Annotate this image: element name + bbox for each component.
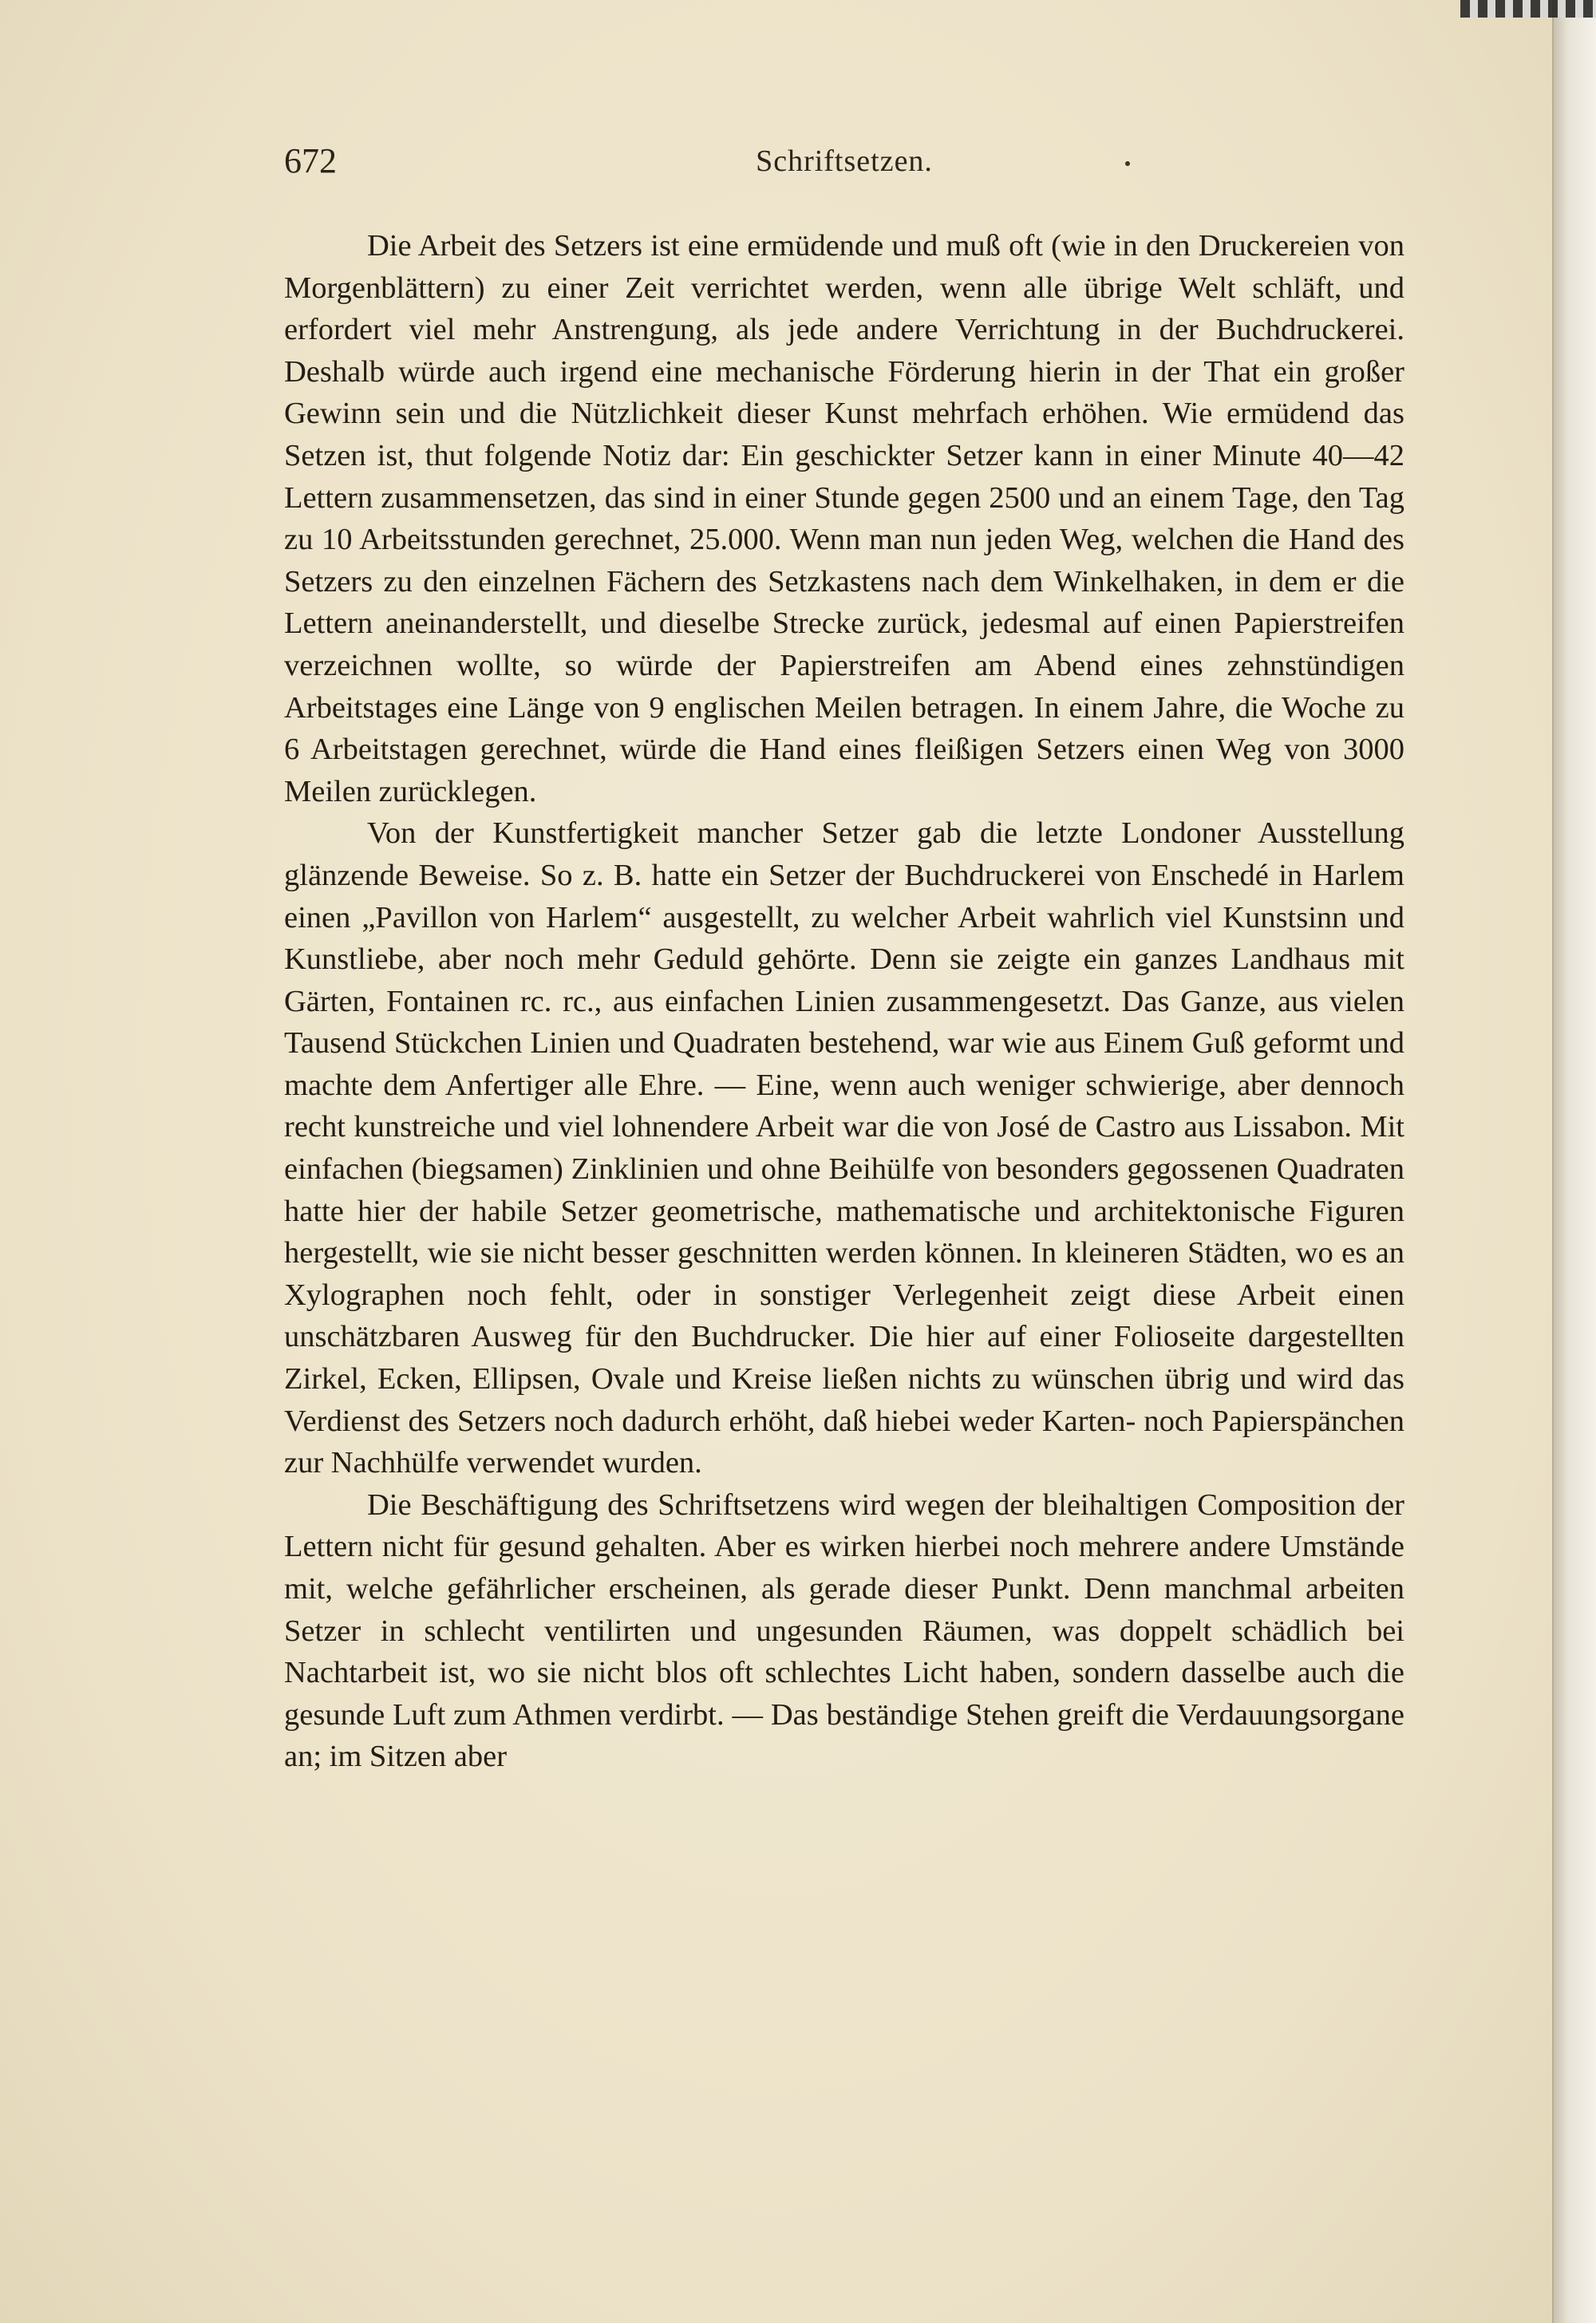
ink-speck — [1125, 161, 1130, 166]
running-head: Schriftsetzen. — [756, 144, 933, 178]
page-header — [284, 140, 1404, 188]
paragraph-2: Von der Kunstfertigkeit mancher Setzer gab die letzte Londoner Ausstellung glänzende Beweise. So z. B. hatte ein Setzer der Buchdruckerei von Enschedé in Harlem einen „Pavillon von Harlem“ ausgestellt, zu welcher Arbeit wahrlich viel Kunstsinn und Kunstliebe, aber noch mehr Geduld gehörte. Denn sie zeigte ein ganzes Landhaus mit Gärten, Fontainen rc. rc., aus einfachen Linien zusammengesetzt. Das Ganze, aus vielen Tausend Stückchen Linien und Quadraten bestehend, war wie aus Einem Guß geformt und machte dem Anfertiger alle Ehre. — Eine, wenn auch weniger schwierige, aber dennoch recht kunstreiche und viel lohnendere Arbeit war die von José de Castro aus Lissabon. Mit einfachen (biegsamen) Zinklinien und ohne Beihülfe von besonders gegossenen Quadraten hatte hier der habile Setzer geometrische, mathematische und architektonische Figuren hergestellt, wie sie nicht besser geschnitten werden können. In kleineren Städten, wo es an Xylographen noch fehlt, oder in sonstiger Verlegenheit zeigt diese Arbeit einen unschätzbaren Ausweg für den Buchdrucker. Die hier auf einer Folioseite dargestellten Zirkel, Ecken, Ellipsen, Ovale und Kreise ließen nichts zu wünschen übrig und wird das Verdienst des Setzers noch dadurch erhöht, daß hiebei weder Karten- noch Papierspänchen zur Nachhülfe verwendet wurden. — [284, 816, 1404, 1480]
paragraph-3: Die Beschäftigung des Schriftsetzens wird wegen der bleihaltigen Composition der Lettern nicht für gesund gehalten. Aber es wirken hierbei noch mehrere andere Umstände mit, welche gefährlicher erscheinen, als gerade dieser Punkt. Denn manchmal arbeiten Setzer in schlecht ventilirten und ungesunden Räumen, was doppelt schädlich bei Nachtarbeit ist, wo sie nicht blos oft schlechtes Licht haben, sondern dasselbe auch die gesunde Luft zum Athmen verdirbt. — Das beständige Stehen greift die Verdauungsorgane an; im Sitzen aber — [284, 1487, 1404, 1774]
body-text — [284, 225, 1404, 2268]
page-fore-edge — [1554, 0, 1596, 2323]
page-number: 672 — [284, 141, 337, 180]
paragraph-1: Die Arbeit des Setzers ist eine ermüdende und muß oft (wie in den Druckereien von Morgenblättern) zu einer Zeit verrichtet werden, wenn alle übrige Welt schläft, und erfordert viel mehr Anstrengung, als jede andere Verrichtung in der Buchdruckerei. Deshalb würde auch irgend eine mechanische Förderung hierin in der That ein großer Gewinn sein und die Nützlichkeit dieser Kunst mehrfach erhöhen. Wie ermüdend das Setzen ist, thut folgende Notiz dar: Ein geschickter Setzer kann in einer Minute 40—42 Lettern zusammensetzen, das sind in einer Stunde gegen 2500 und an einem Tage, den Tag zu 10 Arbeitsstunden gerechnet, 25.000. Wenn man nun jeden Weg, welchen die Hand des Setzers zu den einzelnen Fächern des Setzkastens nach dem Winkelhaken, in dem er die Lettern aneinanderstellt, und dieselbe Strecke zurück, jedesmal auf einen Papierstreifen verzeichnen wollte, so würde der Papierstreifen am Abend eines zehnstündigen Arbeitstages eine Länge von 9 englischen Meilen betragen. In einem Jahre, die Woche zu 6 Arbeitstagen gerechnet, würde die Hand eines fleißigen Setzers einen Weg von 3000 Meilen zurücklegen. — [284, 229, 1404, 808]
scan-calibration-strip — [1460, 0, 1596, 18]
